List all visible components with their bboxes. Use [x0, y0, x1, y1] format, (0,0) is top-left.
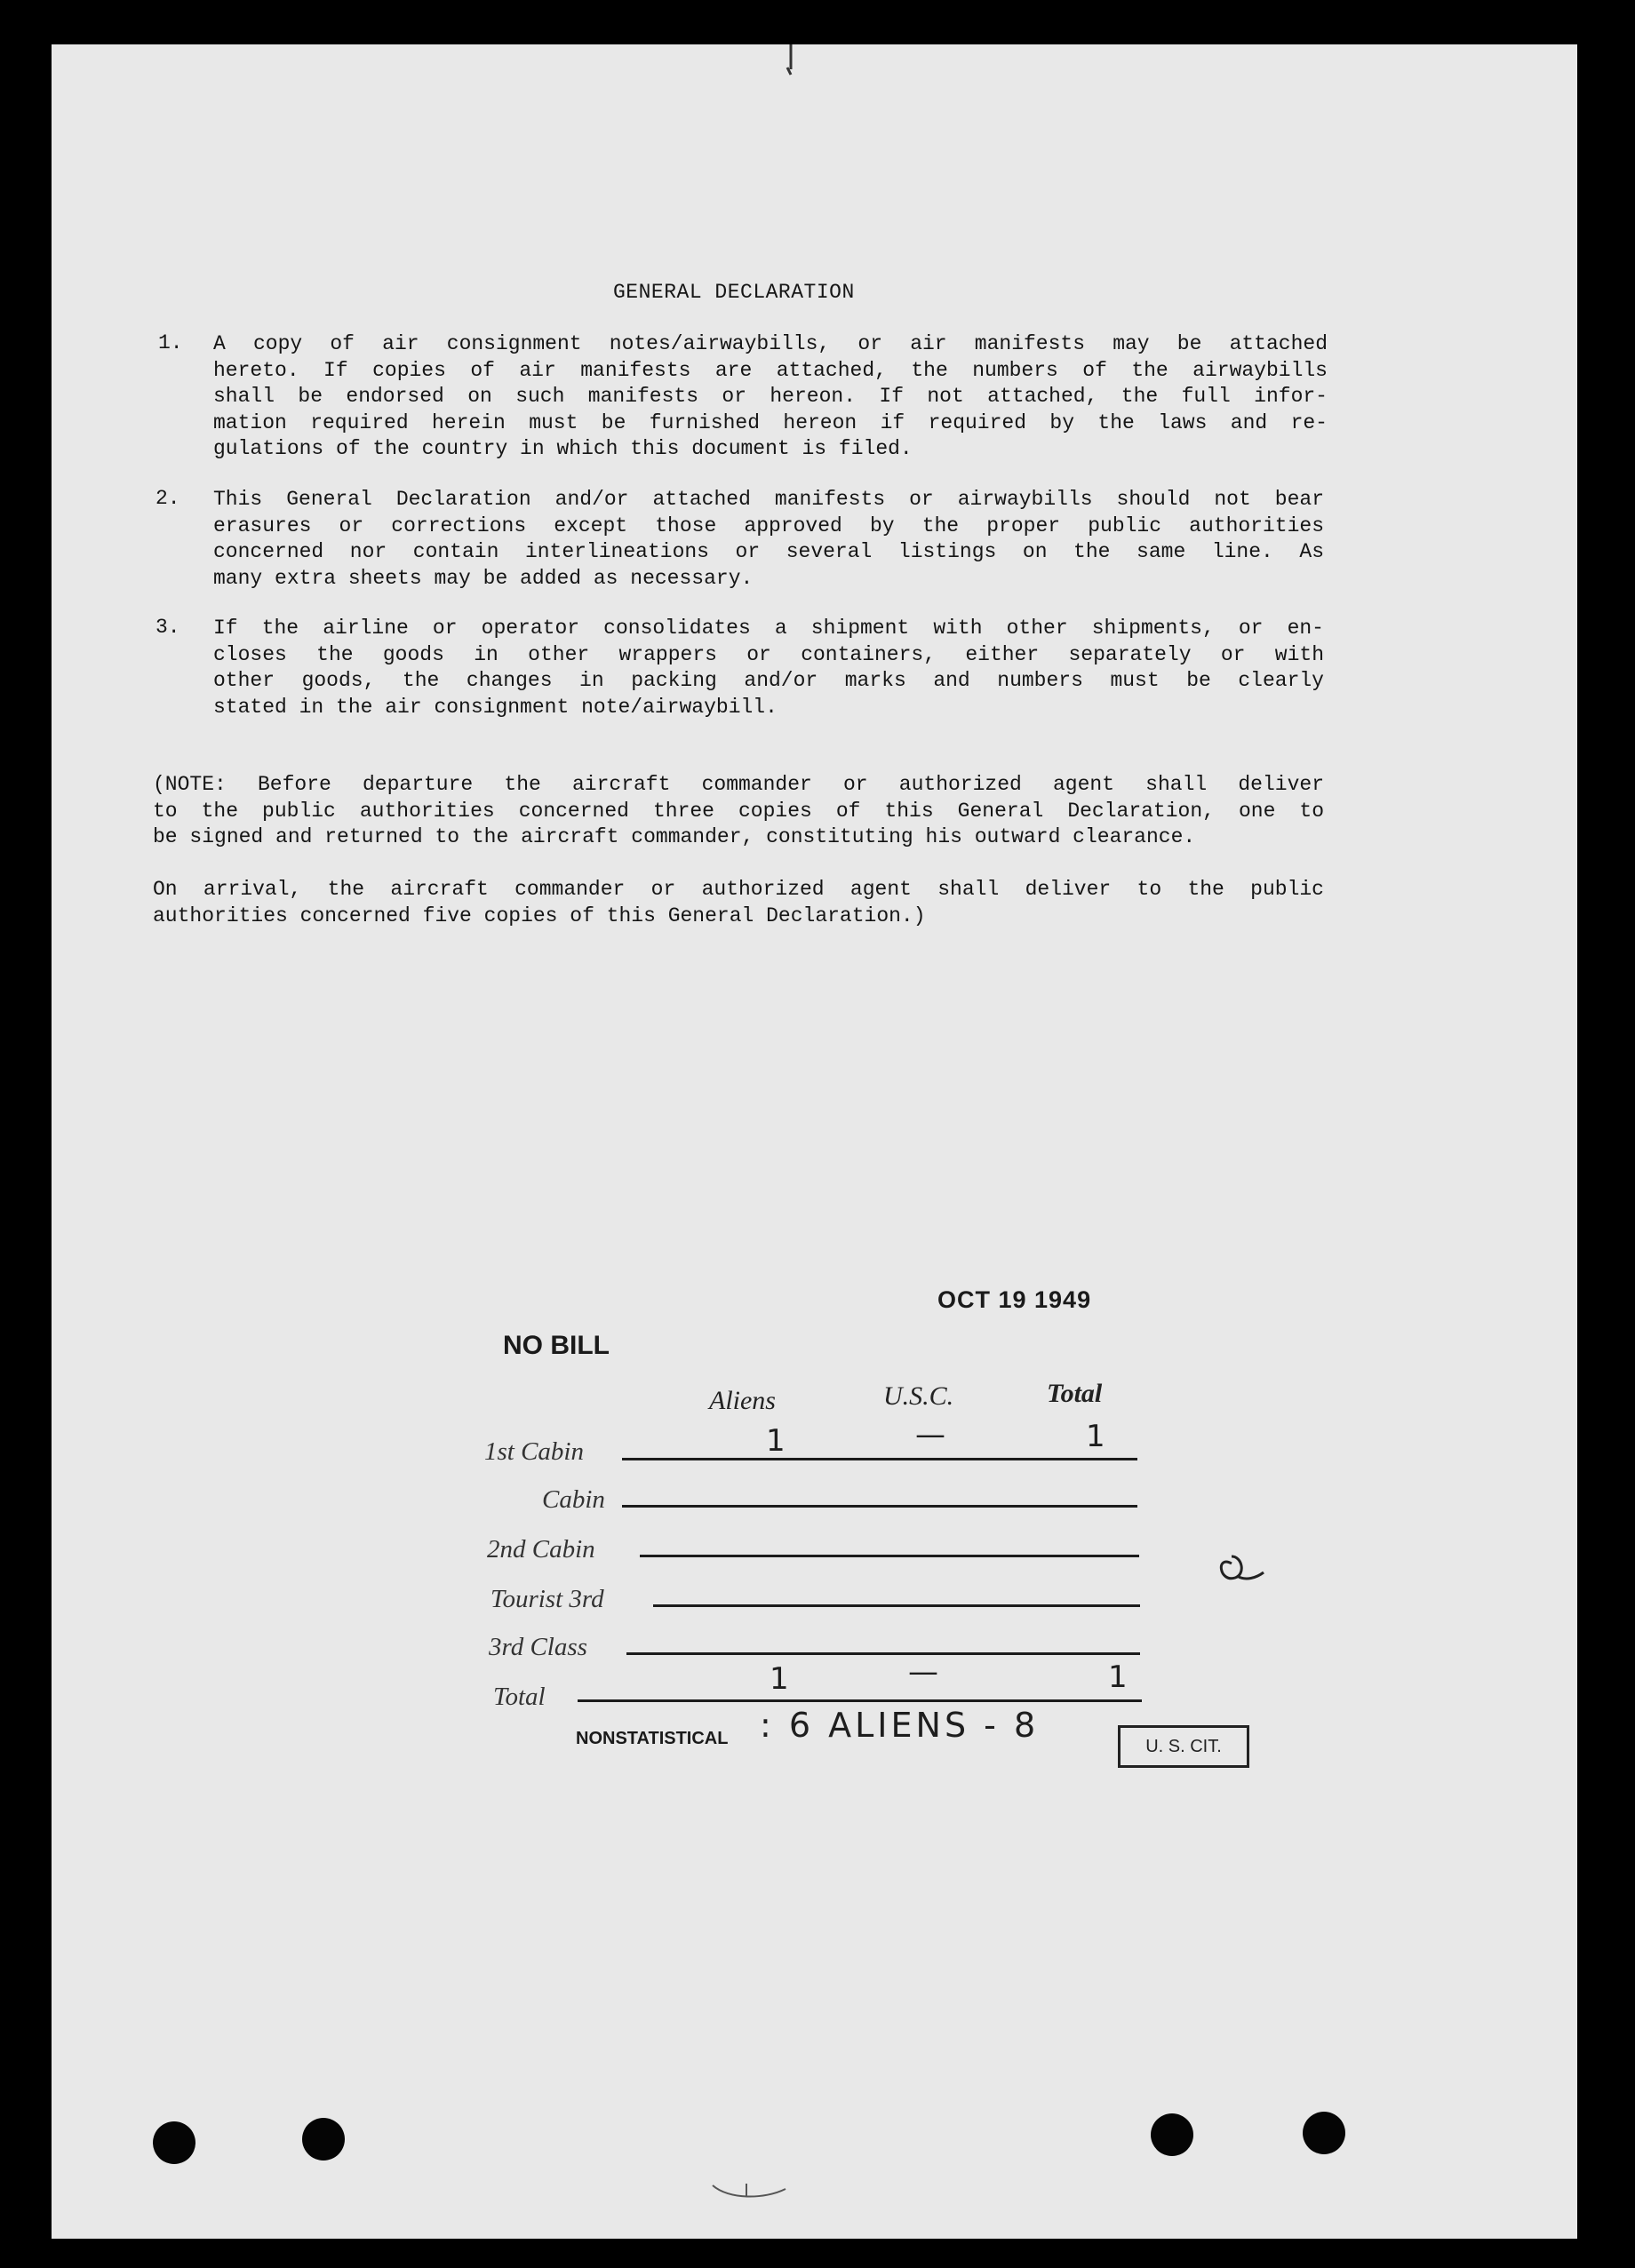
- column-header-usc: U.S.C.: [883, 1381, 954, 1411]
- item-line: mation required herein must be furnished hereon if required by the laws and re-: [213, 410, 1328, 434]
- punch-hole: [302, 2118, 345, 2161]
- row-label: Cabin: [542, 1485, 605, 1514]
- cell-aliens: 1: [770, 1661, 789, 1697]
- row-rule: [622, 1505, 1137, 1508]
- column-header-total: Total: [1047, 1379, 1103, 1408]
- note-line: to the public authorities concerned three copies of this General Declaration, one to: [153, 799, 1324, 823]
- arrival-line: On arrival, the aircraft commander or authorized agent shall deliver to the public: [153, 878, 1324, 901]
- nonstatistical-stamp: NONSTATISTICAL: [576, 1729, 729, 1748]
- us-cit-stamp: U. S. CIT.: [1118, 1725, 1249, 1768]
- row-rule: [653, 1604, 1140, 1607]
- item-number: 2.: [156, 487, 180, 510]
- arrival-line: authorities concerned five copies of this General Declaration.): [153, 903, 926, 927]
- punch-hole: [1303, 2112, 1345, 2154]
- item-number: 1.: [158, 331, 183, 354]
- row-rule: [626, 1652, 1140, 1655]
- cell-usc: —: [915, 1417, 945, 1452]
- cell-total: 1: [1108, 1659, 1128, 1695]
- row-label: Total: [493, 1683, 546, 1711]
- document-title: GENERAL DECLARATION: [613, 281, 855, 304]
- item-1-text: [213, 331, 1328, 463]
- item-line: A copy of air consignment notes/airwaybills, or air manifests may be attached: [213, 332, 1328, 355]
- item-line: other goods, the changes in packing and/or marks and numbers must be clearly: [213, 669, 1324, 692]
- item-line: many extra sheets may be added as necessary.: [213, 566, 754, 590]
- row-label: 2nd Cabin: [487, 1535, 595, 1564]
- handwritten-alien-count: : 6 ALIENS - 8: [760, 1706, 1040, 1745]
- punch-hole: [153, 2121, 195, 2164]
- column-header-aliens: Aliens: [709, 1386, 776, 1415]
- row-label: 1st Cabin: [484, 1437, 584, 1466]
- cell-aliens: 1: [766, 1423, 786, 1459]
- item-line: This General Declaration and/or attached manifests or airwaybills should not bear: [213, 488, 1324, 511]
- note-text: [153, 772, 1324, 851]
- item-line: concerned nor contain interlineations or several listings on the same line. As: [213, 540, 1324, 563]
- note-line: be signed and returned to the aircraft commander, constituting his outward clearance.: [153, 825, 1196, 848]
- item-2-text: [213, 487, 1324, 592]
- date-stamp: OCT 19 1949: [937, 1286, 1092, 1313]
- initials-mark: [1207, 1537, 1278, 1590]
- row-label: 3rd Class: [489, 1633, 587, 1661]
- row-rule: [578, 1699, 1142, 1702]
- item-line: If the airline or operator consolidates a shipment with other shipments, or en-: [213, 617, 1324, 640]
- item-line: hereto. If copies of air manifests are attached, the numbers of the airwaybills: [213, 358, 1328, 382]
- row-label: Tourist 3rd: [490, 1585, 604, 1613]
- cell-total: 1: [1086, 1419, 1105, 1454]
- item-line: erasures or corrections except those approved by the proper public authorities: [213, 513, 1324, 537]
- arrival-text: [153, 877, 1324, 929]
- punch-hole: [1151, 2113, 1193, 2156]
- item-line: closes the goods in other wrappers or containers, either separately or with: [213, 642, 1324, 666]
- item-line: stated in the air consignment note/airwaybill.: [213, 695, 778, 719]
- row-rule: [640, 1555, 1139, 1557]
- cell-usc: —: [908, 1654, 938, 1690]
- note-line: (NOTE: Before departure the aircraft commander or authorized agent shall deliver: [153, 773, 1324, 796]
- no-bill-stamp: NO BILL: [503, 1331, 610, 1360]
- item-line: shall be endorsed on such manifests or hereon. If not attached, the full infor-: [213, 385, 1328, 408]
- item-line: gulations of the country in which this document is filed.: [213, 437, 913, 460]
- paper-clip-mark: [782, 43, 800, 78]
- item-number: 3.: [156, 616, 180, 639]
- paper-clip-mark: [711, 2169, 791, 2205]
- row-rule: [622, 1458, 1137, 1460]
- item-3-text: [213, 616, 1324, 720]
